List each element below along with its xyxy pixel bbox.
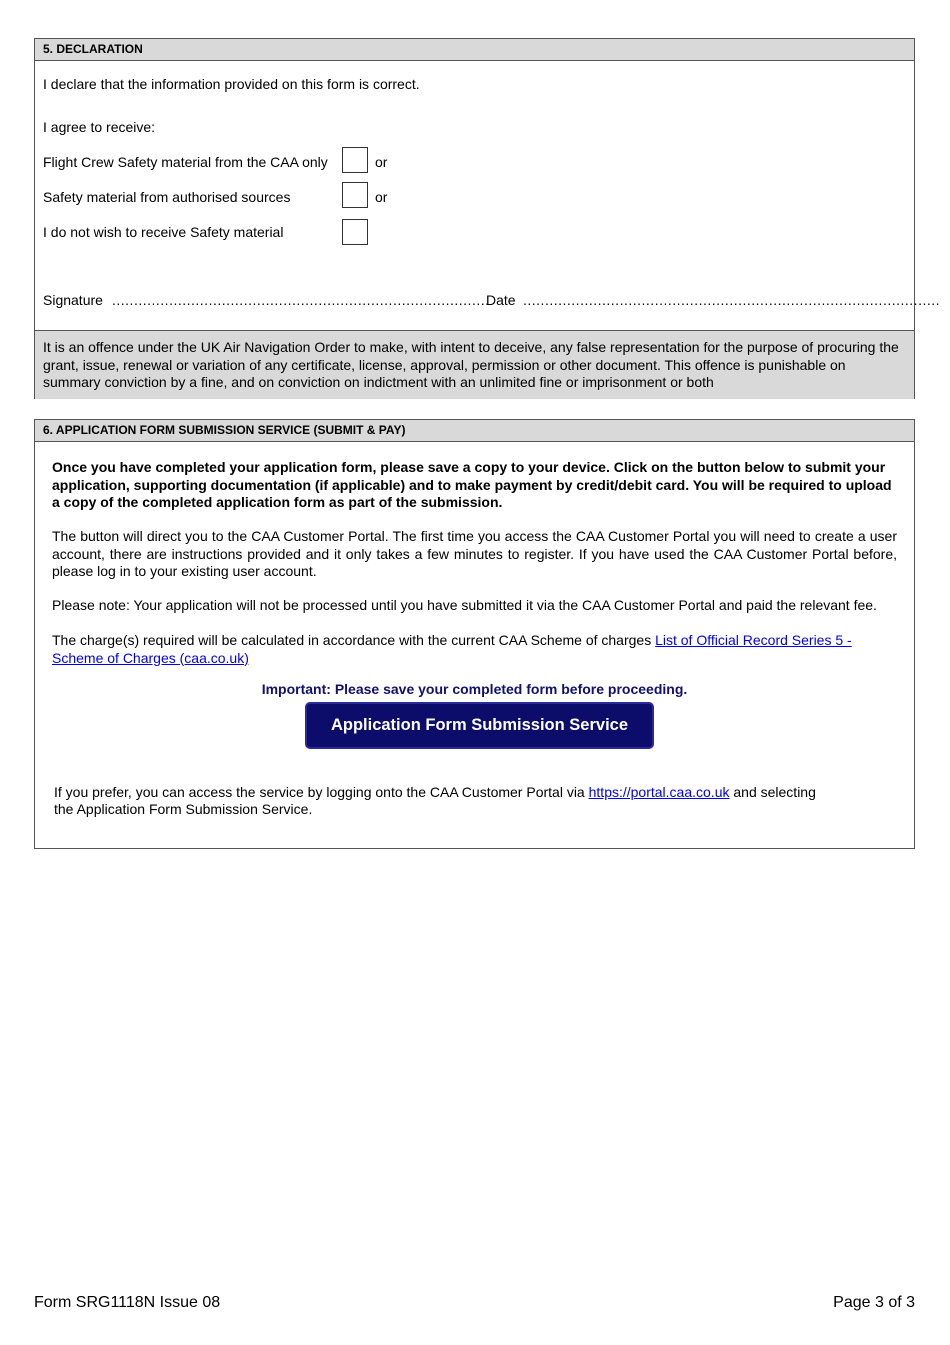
date-field[interactable] bbox=[523, 292, 941, 308]
option-label-authorised-sources: Safety material from authorised sources bbox=[43, 189, 291, 205]
page-number: Page 3 of 3 bbox=[833, 1294, 915, 1311]
option-label-caa-only: Flight Crew Safety material from the CAA only bbox=[43, 154, 328, 170]
charges-paragraph bbox=[52, 632, 897, 667]
checkbox-no-material[interactable] bbox=[342, 219, 368, 245]
important-notice: Important: Please save your completed form before proceeding. bbox=[261, 681, 688, 697]
option-or-1: or bbox=[375, 154, 388, 170]
checkbox-authorised-sources[interactable] bbox=[342, 182, 368, 208]
signature-label: Signature bbox=[43, 292, 103, 308]
signature-field[interactable] bbox=[112, 292, 490, 308]
checkbox-caa-only[interactable] bbox=[342, 147, 368, 173]
legal-notice: It is an offence under the UK Air Navigation Order to make, with intent to deceive, any false representation for the purpose of procuring the grant, issue, renewal or variation of any certificate, license, approval, permission or other document. This offence is punishable on summary conviction by a fine, and on conviction on indictment with an unlimited fine or imprisonment or both bbox=[35, 330, 914, 399]
prefer-text-1: If you prefer, you can access the service by logging onto the CAA Customer Portal via bbox=[54, 784, 589, 800]
submission-intro: Once you have completed your application form, please save a copy to your device. Click on the button below to submit your application, supporting documentation (if applicable) and to make payment by credit/debit card. You will be required to upload a copy of the completed application form as part of the submission. bbox=[52, 459, 892, 510]
date-label: Date bbox=[486, 292, 516, 308]
signature-dots: ...................................................................................... bbox=[112, 292, 490, 308]
charges-text: The charge(s) required will be calculated in accordance with the current CAA Scheme of charges bbox=[52, 632, 656, 648]
portal-info: The button will direct you to the CAA Customer Portal. The first time you access the CAA Customer Portal you will need to create a user account, there are instructions provided and it only takes a few minutes to register. If you have used the CAA Customer Portal before, please log in to your existing user account. bbox=[52, 528, 897, 579]
scheme-of-charges-link[interactable]: List of Official Record Series 5 - Scheme of Charges (caa.co.uk) bbox=[52, 632, 852, 666]
prefer-line-1 bbox=[54, 784, 816, 800]
prefer-line-2: the Application Form Submission Service. bbox=[54, 801, 313, 817]
option-label-no-material: I do not wish to receive Safety material bbox=[43, 224, 284, 240]
application-submission-button[interactable]: Application Form Submission Service bbox=[305, 702, 654, 749]
declaration-header: 5. DECLARATION bbox=[35, 39, 914, 61]
form-id: Form SRG1118N Issue 08 bbox=[34, 1294, 221, 1311]
prefer-text-2: and selecting bbox=[729, 784, 816, 800]
processing-note: Please note: Your application will not be processed until you have submitted it via the CAA Customer Portal and paid the relevant fee. bbox=[52, 597, 877, 613]
portal-link[interactable]: https://portal.caa.co.uk bbox=[588, 784, 730, 800]
submission-section bbox=[34, 419, 915, 849]
declaration-statement: I declare that the information provided on this form is correct. bbox=[43, 76, 420, 92]
submission-header: 6. APPLICATION FORM SUBMISSION SERVICE (SUBMIT & PAY) bbox=[35, 420, 914, 442]
option-or-2: or bbox=[375, 189, 388, 205]
agree-label: I agree to receive: bbox=[43, 119, 156, 135]
declaration-section bbox=[34, 38, 941, 399]
date-dots: ............................................................................................... bbox=[523, 292, 941, 308]
